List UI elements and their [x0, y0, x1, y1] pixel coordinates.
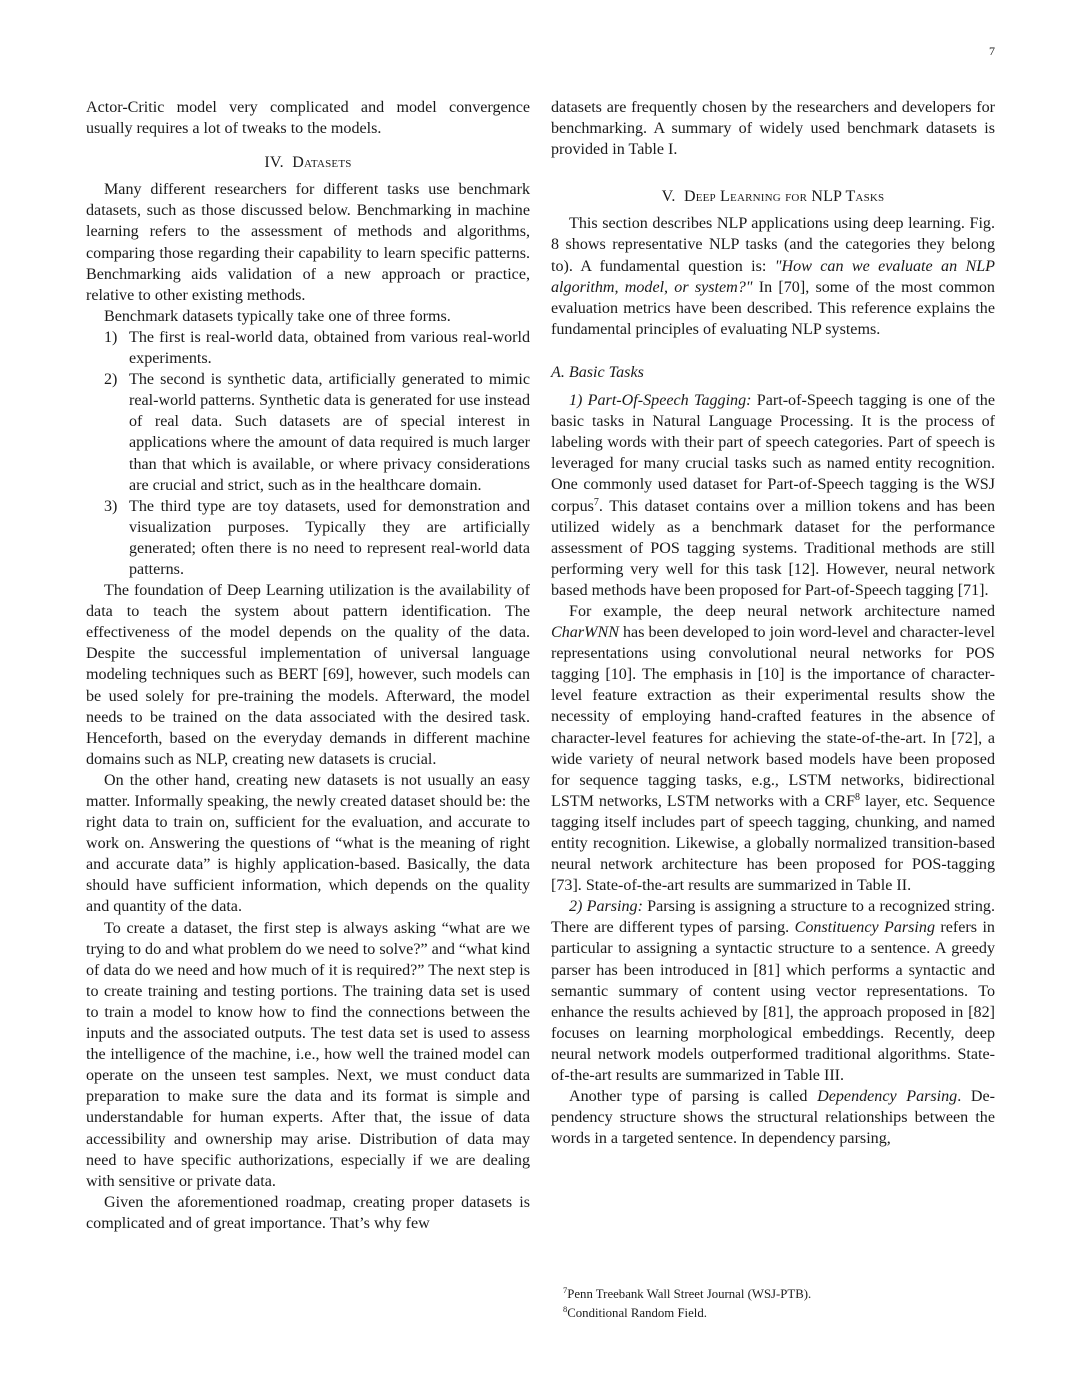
text-run: Parsing is assigning a structure to a recognized string. There are different types of parsing.	[551, 898, 995, 937]
run-in-heading: 1) Part-Of-Speech Tagging:	[569, 392, 752, 410]
list-item-text: The second is synthetic data, artificially generated to mimic real-world patterns. Synthetic data is generated for use instead of real data. Such datasets are of special interest in applications where the amount of data required is much larger than that which is available, or where privacy considerations are crucial and strict, such as in the healthcare domain.	[129, 371, 530, 494]
text-run: . This dataset contains over a million tokens and has been utilized widely as a benchmark dataset for the performance assessment of POS tagging systems. Traditional methods are still performing very well for this task [12]. However, neural network based methods have been proposed for Part-of-Speech tagging [71].	[551, 497, 995, 599]
page-number: 7	[989, 44, 995, 58]
dataset-forms-list	[86, 327, 530, 580]
text-run: This section describes NLP applications using deep learning. Fig. 8 shows representative NLP tasks (and the categories they belong to). A fundamental question is:	[551, 215, 995, 275]
run-in-heading: 2) Parsing:	[569, 898, 643, 916]
term: Dependency Parsing	[817, 1088, 958, 1106]
paragraph-create-dataset: To create a dataset, the first step is always asking “what are we trying to do and what problem do we need to solve?” and “what kind of data do we need and how much of it is required?” The next step is to create training and testing portions. The training data set is used to train a model to know how to find the connections between the inputs and the associated outputs. The test data set is used to assess the intelligence of the machine, i.e., how well the trained model can operate on the unseen test samples. Next, we must conduct data preparation to make sure the data and its format is simple and understandable for human experts. After that, the issue of data accessibility and ownership may arise. Distribution of data may need to have specific authorizations, especially if we are dealing with sensitive or private data.	[86, 919, 530, 1190]
section-title: Datasets	[292, 154, 352, 172]
text-run: Another type of parsing is called	[569, 1088, 818, 1106]
section-numeral: V.	[661, 188, 676, 206]
paragraph-charwnn	[551, 601, 995, 896]
footnotes	[551, 1285, 995, 1323]
footnote	[551, 1304, 995, 1323]
model-name: CharWNN	[551, 624, 619, 642]
continued-paragraph: Actor-Critic model very complicated and model convergence usually requires a lot of tweaks to the models.	[86, 99, 530, 138]
footnote-ref: 8	[855, 791, 861, 803]
text-run: For example, the deep neural network architecture named	[569, 602, 995, 620]
list-item-number: 2)	[104, 371, 118, 389]
list-item	[86, 327, 530, 369]
list-item	[86, 369, 530, 496]
paragraph-pos-tagging	[551, 390, 995, 601]
subsection-heading-basic-tasks: A. Basic Tasks	[551, 363, 644, 381]
footnote-ref: 7	[593, 496, 599, 508]
footnote	[551, 1285, 995, 1304]
section-heading-deep-learning-nlp	[551, 186, 995, 207]
list-item-text: The third type are toy datasets, used for demonstration and visualization purposes. Typically they are artificially generated; often there is no need to represent real-world data patterns.	[129, 497, 530, 578]
footnote-text: Conditional Random Field.	[567, 1306, 707, 1320]
footnote-number: 7	[563, 1285, 568, 1295]
text-run: In [70], some of the most common evaluation metrics have been described. This reference explains the fundamental principles of evaluating NLP systems.	[551, 278, 995, 338]
list-item	[86, 496, 530, 580]
left-column	[86, 97, 530, 1234]
text-run: has been developed to join word-level and character-level representations using convolutional neural networks for POS tagging [10]. The emphasis in [10] is the importance of character-level feature extraction as their experimental results show the necessity of employing hand-crafted features in the absence of character-level features for achieving the state-of-the-art. In [72], a wide variety of neural network based models have been proposed for sequence tagging tasks, e.g., LSTM networks, bidirectional LSTM networks, LSTM networks with a CRF	[551, 624, 995, 810]
paragraph-forms-intro: Benchmark datasets typically take one of three forms.	[104, 307, 451, 325]
paragraph-dependency-parsing	[551, 1086, 995, 1149]
footnote-number: 8	[563, 1304, 568, 1314]
list-item-number: 1)	[104, 328, 118, 346]
term: Constituency Parsing	[794, 919, 935, 937]
section-heading-datasets	[86, 152, 530, 173]
right-column	[551, 97, 995, 1149]
continued-paragraph: datasets are frequently chosen by the researchers and developers for benchmarking. A summary of widely used benchmark datasets is provided in Table I.	[551, 99, 995, 159]
section-title: Deep Learning for NLP Tasks	[683, 188, 885, 206]
text-run: layer, etc. Sequence tagging itself includes part of speech tagging, chunking, and named entity recognition. Likewise, a globally normalized transition-based neural network architecture has been proposed for POS-tagging [73]. State-of-the-art results are summarized in Table II.	[551, 792, 995, 895]
text-run: Part-of-Speech tagging is one of the basic tasks in Natural Language Processing. It is the process of labeling words with their part of speech categories. Part of speech is leveraged for many crucial tasks such as named entity recognition. One commonly used dataset for Part-of-Speech tagging is the WSJ corpus	[551, 392, 995, 515]
paragraph-roadmap: Given the aforementioned roadmap, creating proper datasets is complicated and of great importance. That’s why few	[86, 1193, 530, 1232]
footnote-text: Penn Treebank Wall Street Journal (WSJ-PTB).	[567, 1287, 812, 1301]
text-run: . Dependency structure shows the structural relationships between the words in a targeted sentence. In dependency parsing,	[551, 1088, 996, 1148]
paragraph-foundation: The foundation of Deep Learning utilization is the availability of data to teach the system about pattern identification. The effectiveness of the model depends on the quality of the data. Despite the successful implementation of universal language modeling techniques such as BERT [69], however, such models can be used solely for pre-training the models. Afterward, the model needs to be trained on the data associated with the desired task. Henceforth, based on the everyday demands in different machine domains such as NLP, creating new datasets is crucial.	[86, 582, 530, 768]
paragraph-parsing	[551, 896, 995, 1086]
section-numeral: IV.	[264, 154, 284, 172]
list-item-number: 3)	[104, 497, 118, 515]
quoted-question: "How can we evaluate an NLP algorithm, model, or system?"	[551, 257, 995, 296]
text-run: refers in particular to assigning a syntactic structure to a sentence. A greedy parser has been introduced in [81] which performs a syntactic and semantic summary of content using vector representations. To enhance the results achieved by [81], the approach proposed in [82] focuses on learning morphological embeddings. Recently, deep neural network models outperformed traditional algorithms. State-of-the-art results are summarized in Table III.	[551, 919, 995, 1085]
list-item-text: The first is real-world data, obtained from various real-world experiments.	[129, 328, 530, 368]
paragraph-benchmarking: Many different researchers for different tasks use benchmark datasets, such as those discussed below. Benchmarking in machine learning refers to the assessment of methods and algorithms, comparing those regarding their capability to learn specific patterns. Benchmarking aids validation of a new approach or practice, relative to other existing methods.	[86, 181, 530, 304]
paragraph-section-intro	[551, 213, 995, 340]
paragraph-other-hand: On the other hand, creating new datasets is not usually an easy matter. Informally speaking, the newly created dataset should be: the right data to train on, sufficient for the evaluation, and accurate to work on. Answering the questions of “what is the meaning of right and accurate data” is highly application-based. Basically, the data should have sufficient information, which depends on the quality and quantity of the data.	[86, 771, 530, 916]
